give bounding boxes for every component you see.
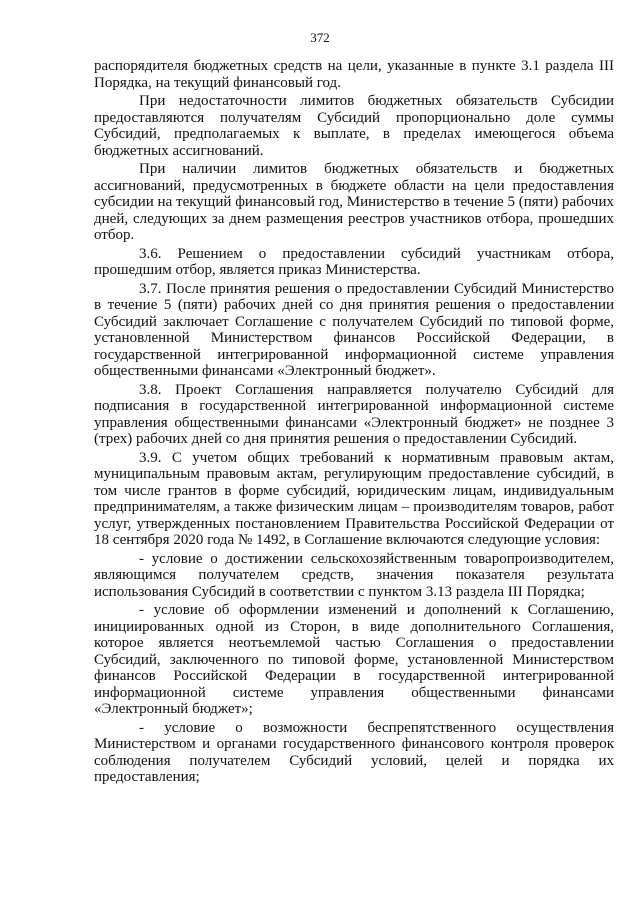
paragraph-3-6: 3.6. Решением о предоставлении субсидий участникам отбора, прошедшим отбор, является приказ Министерства.: [94, 245, 614, 278]
document-body: [94, 58, 614, 786]
paragraph-insufficient-limits: При недостаточности лимитов бюджетных обязательств Субсидии предоставляются получателям Субсидий пропорционально доле суммы Субсидий, предполагаемых к выплате, в пределах имеющегося объема бюджетных ассигнований.: [94, 93, 614, 159]
list-item-condition-result: - условие о достижении сельскохозяйственным товаропроизводителем, являющимся получателем средств, значения показателя результата использования Субсидий в соответствии с пунктом 3.13 раздела III Порядка;: [94, 550, 614, 600]
paragraph-3-9: 3.9. С учетом общих требований к нормативным правовым актам, муниципальным правовым актам, регулирующим предоставление субсидий, в том числе грантов в форме субсидий, юридическим лицам, индивидуальным предпринимателям, а также физическим лицам – производителям товаров, работ услуг, утвержденных постановлением Правительства Российской Федерации от 18 сентября 2020 года № 1492, в Соглашение включаются следующие условия:: [94, 449, 614, 548]
page-number: 372: [310, 30, 330, 45]
paragraph-3-8: 3.8. Проект Соглашения направляется получателю Субсидий для подписания в государственной интегрированной информационной системе управления общественными финансами «Электронный бюджет» не позднее 3 (трех) рабочих дней со дня принятия решения о предоставлении Субсидий.: [94, 381, 614, 447]
list-item-condition-audits: - условие о возможности беспрепятственного осуществления Министерством и органами государственного финансового контроля проверок соблюдения получателем Субсидий условий, целей и порядка их предоставления;: [94, 719, 614, 785]
paragraph-limits-available: При наличии лимитов бюджетных обязательств и бюджетных ассигнований, предусмотренных в бюджете области на цели предоставления субсидии на текущий финансовый год, Министерство в течение 5 (пяти) рабочих дней, следующих за днем размещения реестров участников отбора, прошедших отбор.: [94, 161, 614, 243]
paragraph-budget-recipient: распорядителя бюджетных средств на цели, указанные в пункте 3.1 раздела III Порядка, на текущий финансовый год.: [94, 58, 614, 91]
paragraph-3-7: 3.7. После принятия решения о предоставлении Субсидий Министерство в течение 5 (пяти) рабочих дней со дня принятия решения о предоставлении Субсидий заключает Соглашение с получателем Субсидий по типовой форме, установленной Министерством финансов Российской Федерации, в государственной интегрированной информационной системе управления общественными финансами «Электронный бюджет».: [94, 280, 614, 379]
list-item-condition-amendments: - условие об оформлении изменений и дополнений к Соглашению, инициированных одной из Сторон, в виде дополнительного Соглашения, которое является неотъемлемой частью Соглашения о предоставлении Субсидий, заключенного по типовой форме, установленной Министерством финансов Российской Федерации в государственной интегрированной информационной системе управления общественными финансами «Электронный бюджет»;: [94, 602, 614, 717]
